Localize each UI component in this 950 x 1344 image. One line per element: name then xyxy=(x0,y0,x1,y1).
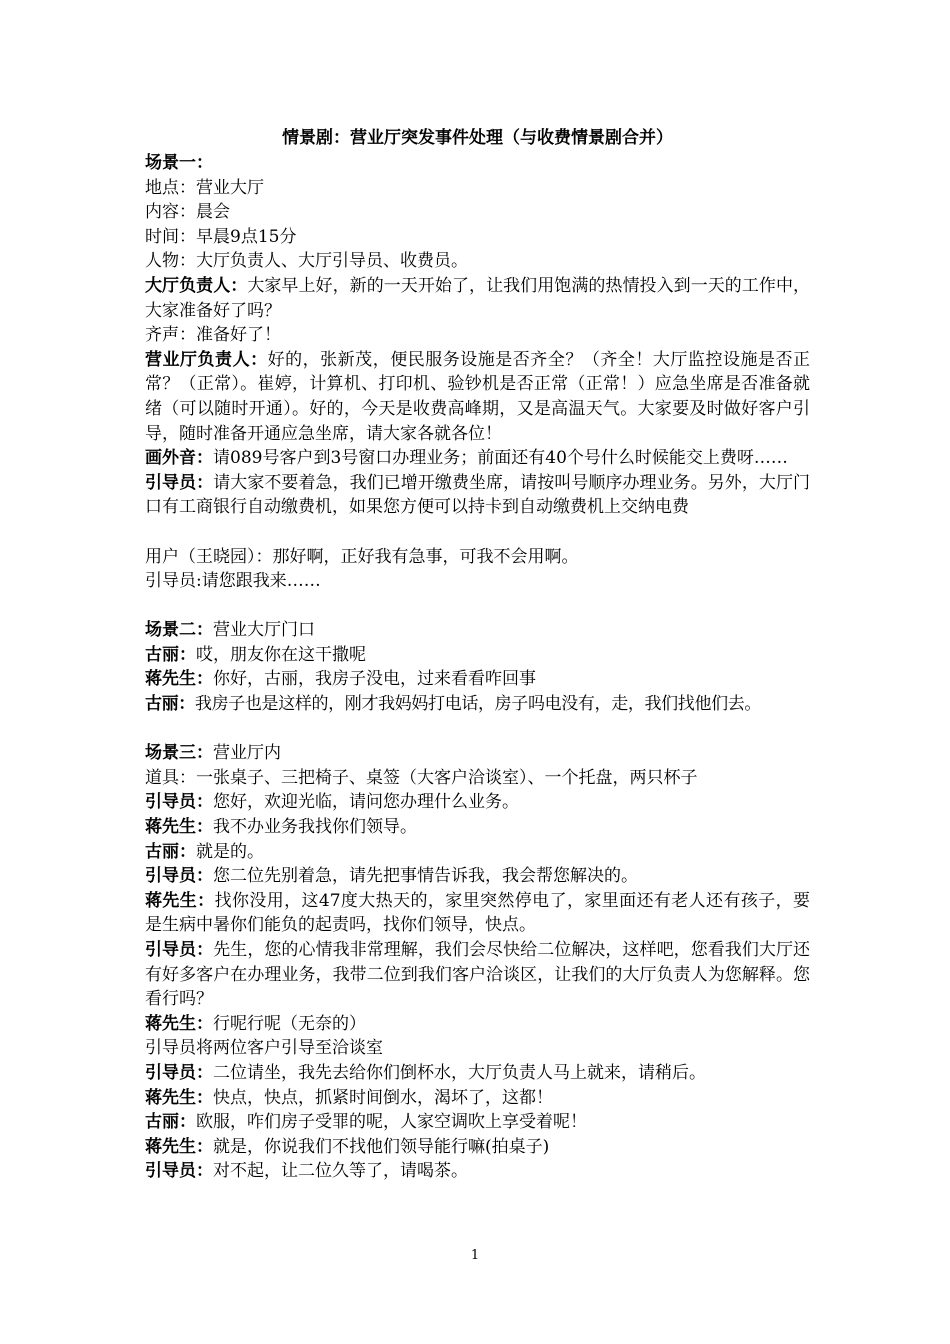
dialogue-line: 引导员:请您跟我来…… xyxy=(145,571,321,592)
scene3-heading xyxy=(145,741,810,766)
speech: 对不起，让二位久等了，请喝茶。 xyxy=(213,1161,468,1182)
speech: 您二位先别着急，请先把事情告诉我，我会帮您解决的。 xyxy=(213,866,638,887)
dialogue-line xyxy=(145,274,810,323)
speaker: 蒋先生： xyxy=(145,1013,213,1034)
speech: 我房子也是这样的，刚才我妈妈打电话，房子吗电没有，走，我们找他们去。 xyxy=(194,694,762,715)
dialogue-line xyxy=(145,790,810,815)
dialogue-line xyxy=(145,840,810,865)
dialogue-line xyxy=(145,1159,810,1184)
speaker: 画外音： xyxy=(145,448,213,469)
document-page xyxy=(145,126,810,1184)
speaker: 营业厅负责人： xyxy=(145,349,268,370)
scene1-content: 内容：晨会 xyxy=(145,202,230,223)
speech: 就是的。 xyxy=(196,841,264,862)
speech: 大家早上好，新的一天开始了，让我们用饱满的热情投入到一天的工作中，大家准备好了吗？ xyxy=(145,275,811,321)
speaker: 引导员： xyxy=(145,1062,213,1083)
speaker: 引导员： xyxy=(145,792,213,813)
dialogue-line xyxy=(145,667,810,692)
dialogue-line xyxy=(145,1012,810,1037)
speech: 行呢行呢（无奈的） xyxy=(213,1013,366,1034)
dialogue-line: 用户（王晓园）：那好啊，正好我有急事，可我不会用啊。 xyxy=(145,546,579,567)
speech: 请089号客户到3号窗口办理业务；前面还有40个号什么时候能交上费呀…… xyxy=(213,448,788,469)
scene-label: 场景三： xyxy=(145,743,213,764)
speaker: 蒋先生： xyxy=(145,890,215,911)
speech: 二位请坐，我先去给你们倒杯水，大厅负责人马上就来，请稍后。 xyxy=(213,1062,706,1083)
scene-location: 营业厅内 xyxy=(213,743,281,764)
dialogue-line xyxy=(145,1110,810,1135)
speaker: 古丽： xyxy=(145,1112,196,1133)
blank-line xyxy=(145,520,810,545)
speaker: 大厅负责人： xyxy=(145,275,248,296)
speech: 好的，张新茂，便民服务设施是否齐全？（齐全！大厅监控设施是否正常？（正常）。崔婷，计算机、打印机、验钞机是否正常（正常！）应急坐席是否准备就绪（可以随时开通）。好的，今天是收费高峰期，又是高温天气。大家要及时做好客户引导，随时准备开通应急坐席，请大家各就各位！ xyxy=(145,349,811,444)
dialogue-line xyxy=(145,1135,810,1160)
speech: 欧服，咋们房子受罪的呢，人家空调吹上享受着呢！ xyxy=(196,1112,587,1133)
dialogue-line xyxy=(145,323,810,348)
speaker: 古丽： xyxy=(145,644,196,665)
dialogue-line xyxy=(145,889,810,938)
scene-location: 营业大厅门口 xyxy=(213,620,315,641)
speech: 就是，你说我们不找他们领导能行嘛(拍桌子) xyxy=(213,1136,550,1157)
stage-direction xyxy=(145,1036,810,1061)
dialogue-line xyxy=(145,938,810,1012)
scene2-heading xyxy=(145,618,810,643)
speaker: 引导员： xyxy=(145,940,214,960)
dialogue-line xyxy=(145,471,810,520)
speech: 您好，欢迎光临，请问您办理什么业务。 xyxy=(213,792,519,813)
scene1-heading: 场景一： xyxy=(145,153,213,173)
dialogue-line xyxy=(145,1061,810,1086)
scene3-props: 道具：一张桌子、三把椅子、桌签（大客户洽谈室）、一个托盘，两只杯子 xyxy=(145,767,698,788)
speech: 找你没用，这47度大热天的，家里突然停电了，家里面还有老人还有孩子，要是生病中暑你们能负的起责吗，找你们领导，快点。 xyxy=(145,890,810,936)
speech: 先生，您的心情我非常理解，我们会尽快给二位解决，这样吧，您看我们大厅还有好多客户在办理业务，我带二位到我们客户洽谈区，让我们的大厅负责人为您解释。您看行吗？ xyxy=(145,940,811,1010)
document-title: 情景剧：营业厅突发事件处理（与收费情景剧合并） xyxy=(282,128,673,148)
dialogue-line xyxy=(145,692,810,717)
speech: 引导员将两位客户引导至洽谈室 xyxy=(145,1038,383,1059)
speech: 请大家不要着急，我们已增开缴费坐席，请按叫号顺序办理业务。另外，大厅门口有工商银行自动缴费机，如果您方便可以持卡到自动缴费机上交纳电费 xyxy=(145,472,811,518)
scene-label: 场景二： xyxy=(145,620,213,641)
speaker: 古丽： xyxy=(145,694,195,715)
blank-line xyxy=(145,717,810,742)
scene1-time: 时间：早晨9点15分 xyxy=(145,226,297,247)
speech: 哎，朋友你在这干撒呢 xyxy=(196,644,366,665)
blank-line xyxy=(145,594,810,619)
speech: 齐声：准备好了！ xyxy=(145,325,281,346)
scene1-place: 地点：营业大厅 xyxy=(145,177,264,198)
page-number: 1 xyxy=(470,1248,480,1263)
dialogue-line xyxy=(145,1086,810,1111)
dialogue-line xyxy=(145,815,810,840)
speech: 快点，快点，抓紧时间倒水，渴坏了，这都！ xyxy=(213,1087,553,1108)
speech: 你好，古丽，我房子没电，过来看看咋回事 xyxy=(213,669,536,690)
dialogue-line xyxy=(145,643,810,668)
speaker: 引导员： xyxy=(145,866,213,887)
speech: 我不办业务我找你们领导。 xyxy=(213,817,417,838)
speaker: 引导员： xyxy=(145,472,214,493)
speaker: 蒋先生： xyxy=(145,1136,213,1157)
speaker: 引导员： xyxy=(145,1161,213,1182)
dialogue-line xyxy=(145,446,810,471)
dialogue-line xyxy=(145,348,810,446)
dialogue-line xyxy=(145,864,810,889)
speaker: 蒋先生： xyxy=(145,1087,213,1108)
speaker: 古丽： xyxy=(145,841,196,862)
scene1-people: 人物：大厅负责人、大厅引导员、收费员。 xyxy=(145,251,468,272)
speaker: 蒋先生： xyxy=(145,817,213,838)
speaker: 蒋先生： xyxy=(145,669,213,690)
